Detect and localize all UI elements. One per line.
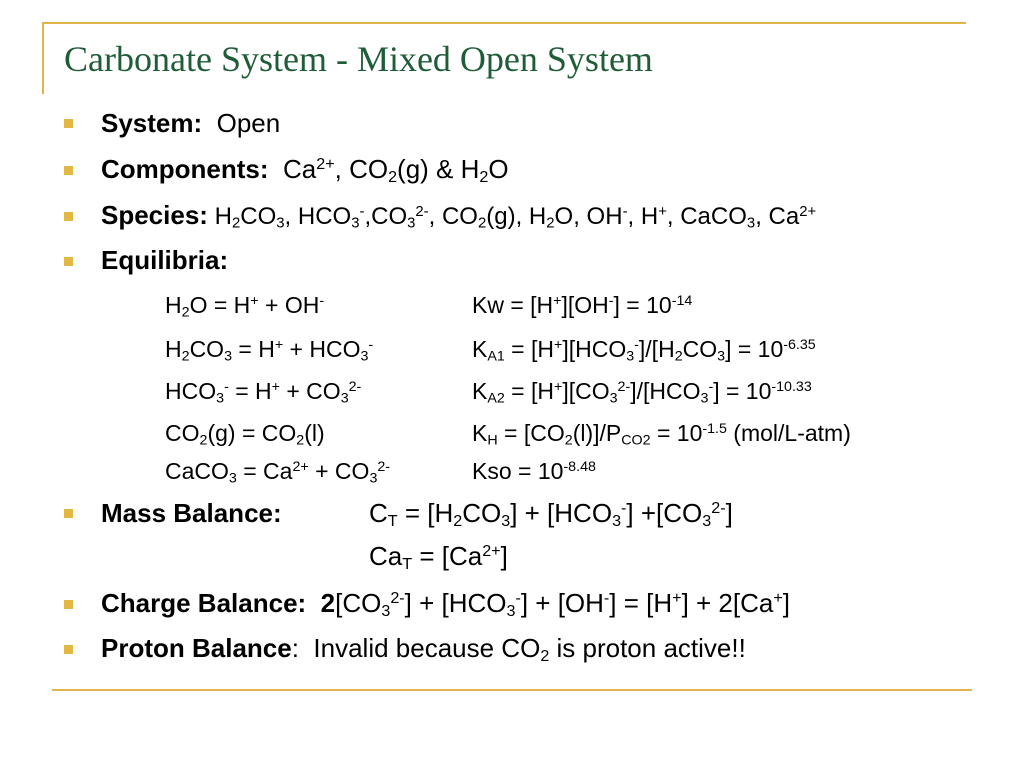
charge-balance-line: [101, 588, 790, 619]
charge-balance-equation: $2[CO_3^{2-}] + [HCO_3^-] + [OH^-] = [H^+] + 2[Ca^+]$: [320, 588, 791, 621]
bullet-icon: [64, 119, 73, 128]
accent-vertical-line: [42, 22, 44, 94]
equilibrium-constant-ka1: $K_{A1} = [H^+][HCO_3^-]/[H_2CO_3] = 10^{-6.35}$: [472, 336, 816, 365]
equilibrium-reaction-calcite: CaCO$_3$ = $Ca^{2+} + CO_3^{2-}$: [165, 458, 391, 487]
bullet-icon: [64, 166, 73, 175]
components-line: [101, 154, 509, 185]
components-value: $Ca^{2+}$, $CO_2(g)$ & $H_2O$: [283, 154, 509, 187]
system-label: System:: [101, 108, 203, 138]
equilibrium-constant-ka2: $K_{A2} = [H^+][CO_3^{2-}]/[HCO_3^-] = 10^{-10.33}$: [472, 378, 812, 407]
proton-balance-line: Proton Balance: Invalid because $CO_2$ is proton active!!: [101, 633, 746, 666]
mass-balance-ct: $C_T = [H_2CO_3] + [HCO_3^-] +[CO_3^{2-}]$: [369, 498, 733, 531]
equilibrium-reaction-carbonic: $H_2CO_3 = H^+ + HCO_3^-$: [165, 336, 374, 365]
bullet-icon: [64, 509, 73, 518]
bullet-icon: [64, 600, 73, 609]
species-value: $H_2CO_3$, $HCO_3^-,CO_3^{2-}$, $CO_2(g)$, $H_2O$, OH-, H+, CaCO$_3$, $Ca^{2+}$: [214, 203, 817, 232]
accent-bottom-line: [52, 689, 972, 691]
equilibrium-reaction-henry: $CO_2(g) = CO_2(l)$: [165, 420, 325, 449]
mass-balance-cat: $Ca_T = [Ca^{2+}]$: [369, 541, 508, 574]
species-line: [101, 200, 816, 231]
equilibrium-reaction-bicarbonate: $HCO_3^- = H^+ + CO_3^{2-}$: [165, 378, 362, 407]
proton-balance-label: Proton Balance: [101, 633, 292, 663]
system-line: [101, 108, 280, 139]
bullet-icon: [64, 645, 73, 654]
equilibrium-constant-kso: Kso = $10^{-8.48}$: [472, 458, 596, 484]
bullet-icon: [64, 212, 73, 221]
bullet-icon: [64, 257, 73, 266]
equilibrium-constant-kw: $Kw = [H^+][OH^-] = 10^{-14}$: [472, 292, 693, 318]
accent-top-line: [42, 22, 966, 24]
system-value: Open: [216, 108, 281, 138]
equilibrium-constant-kh: $K_H = [CO_2(l)]/P_{CO2} = 10^{-1.5}$ (mol/L-atm): [472, 420, 851, 449]
equilibria-label: Equilibria:: [101, 245, 229, 275]
proton-balance-text: Invalid because $CO_2$ is proton active!!: [313, 633, 746, 666]
species-label: Species:: [101, 200, 208, 230]
charge-balance-label: Charge Balance:: [101, 588, 307, 618]
mass-balance-label: Mass Balance:: [101, 498, 282, 528]
slide-title: Carbonate System - Mixed Open System: [64, 39, 653, 79]
components-label: Components:: [101, 154, 269, 184]
equilibrium-reaction-water: $H_2O = H^+ + OH^-$: [165, 292, 325, 321]
